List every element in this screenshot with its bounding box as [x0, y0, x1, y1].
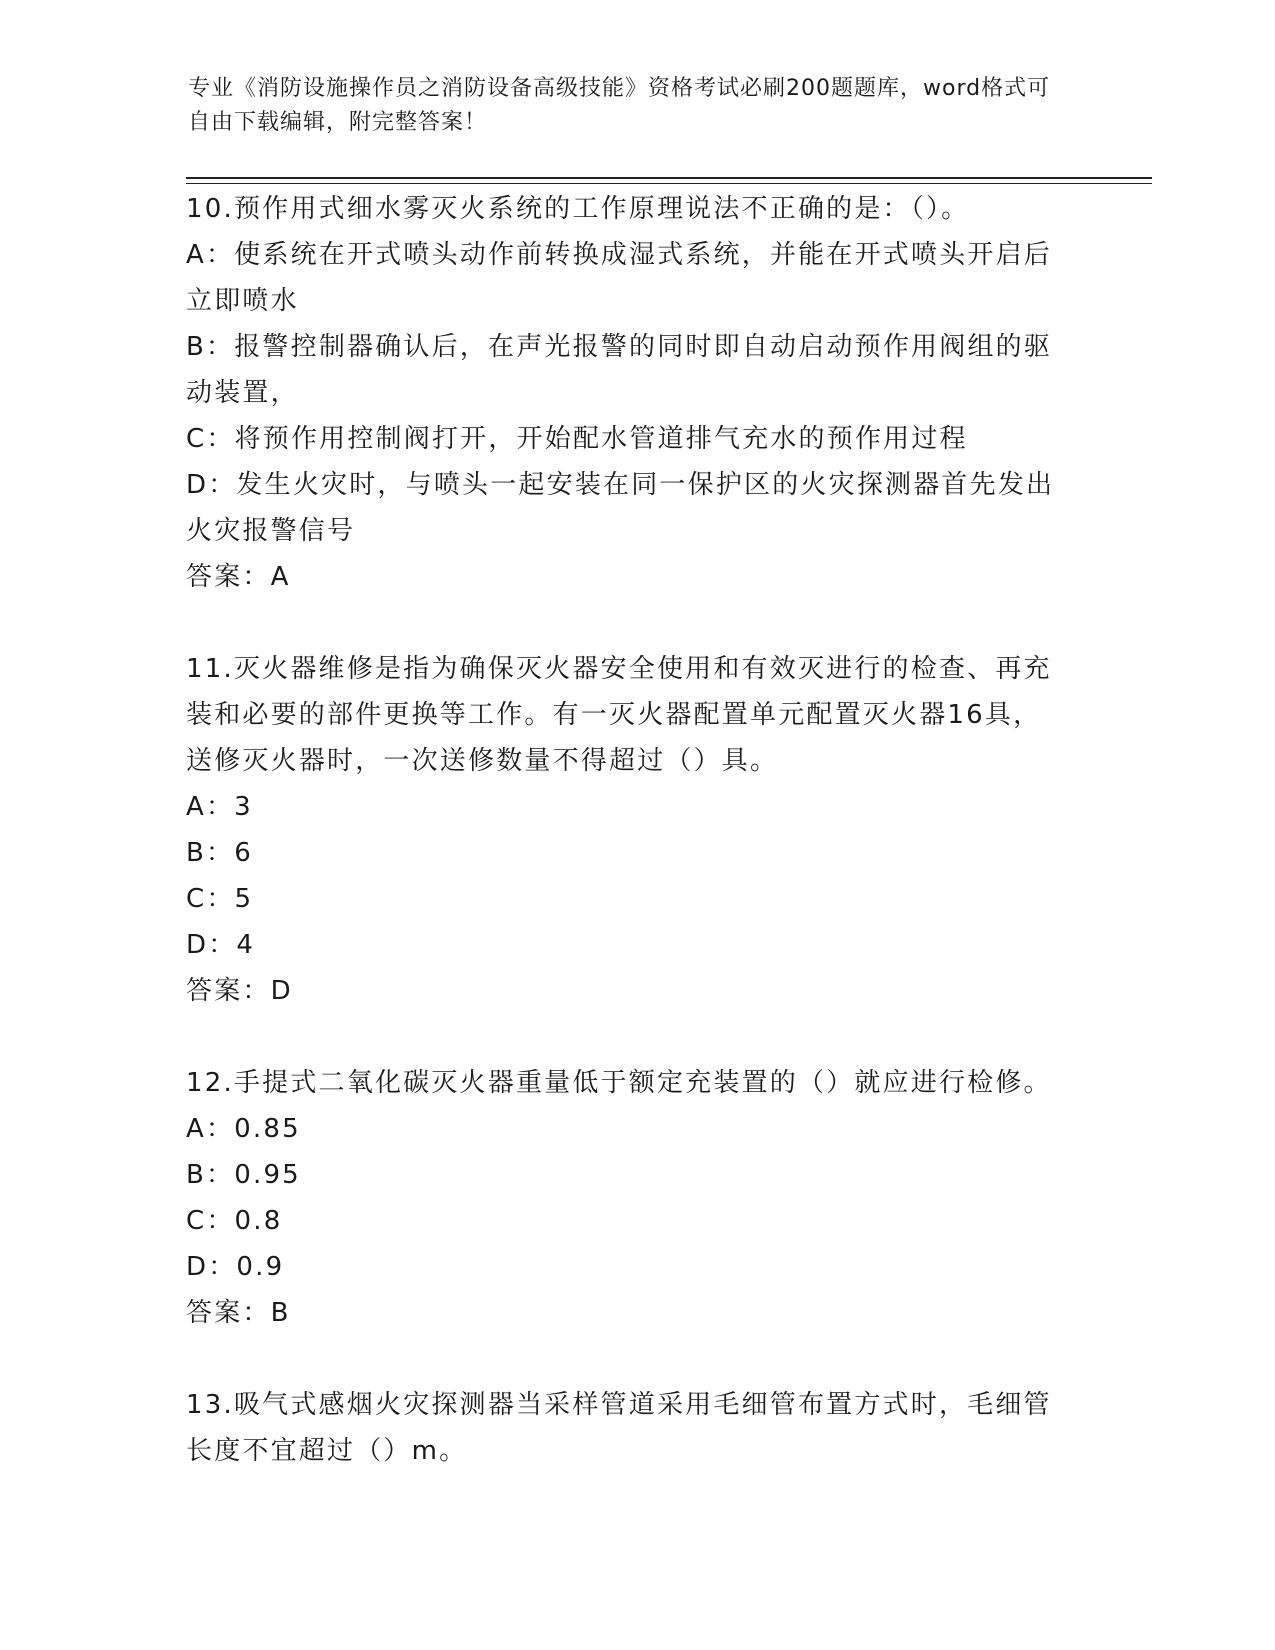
question-11: [186, 646, 1066, 1014]
question-stem: 10.预作用式细水雾灭火系统的工作原理说法不正确的是：（）。: [186, 194, 970, 224]
spacer: [186, 1014, 1066, 1060]
option-b: B：0.95: [186, 1160, 301, 1190]
spacer: [186, 1336, 1066, 1382]
option-c: C：0.8: [186, 1206, 283, 1236]
answer-text: 答案：D: [186, 976, 293, 1006]
option-a: A：3: [186, 792, 253, 822]
option-b: B：报警控制器确认后，在声光报警的同时即自动启动预作用阀组的驱动装置，: [186, 332, 1053, 408]
question-10: [186, 186, 1066, 600]
header-rule-thick: [186, 177, 1152, 179]
question-list: [186, 186, 1066, 1474]
option-a: A：使系统在开式喷头动作前转换成湿式系统，并能在开式喷头开启后立即喷水: [186, 240, 1052, 316]
option-c: C：5: [186, 884, 254, 914]
document-header: 专业《消防设施操作员之消防设备高级技能》资格考试必刷200题题库，word格式可自由下载编辑，附完整答案！: [188, 76, 1051, 135]
option-d: D：0.9: [186, 1252, 285, 1282]
header-rule-thin: [186, 183, 1152, 184]
option-d: D：4: [186, 930, 256, 960]
question-12: [186, 1060, 1066, 1336]
answer-text: 答案：A: [186, 562, 291, 592]
question-stem: 11.灭火器维修是指为确保灭火器安全使用和有效灭进行的检查、再充装和必要的部件更换等工作。有一灭火器配置单元配置灭火器16具，送修灭火器时，一次送修数量不得超过（）具。: [186, 654, 1052, 776]
question-13: [186, 1382, 1066, 1474]
answer-text: 答案：B: [186, 1298, 291, 1328]
question-stem: 12.手提式二氧化碳灭火器重量低于额定充装置的（）就应进行检修。: [186, 1068, 1052, 1098]
option-a: A：0.85: [186, 1114, 301, 1144]
option-d: D：发生火灾时，与喷头一起安装在同一保护区的火灾探测器首先发出火灾报警信号: [186, 470, 1055, 546]
option-c: C：将预作用控制阀打开，开始配水管道排气充水的预作用过程: [186, 424, 968, 454]
option-b: B：6: [186, 838, 253, 868]
question-stem: 13.吸气式感烟火灾探测器当采样管道采用毛细管布置方式时，毛细管长度不宜超过（）m。: [186, 1390, 1052, 1466]
spacer: [186, 600, 1066, 646]
